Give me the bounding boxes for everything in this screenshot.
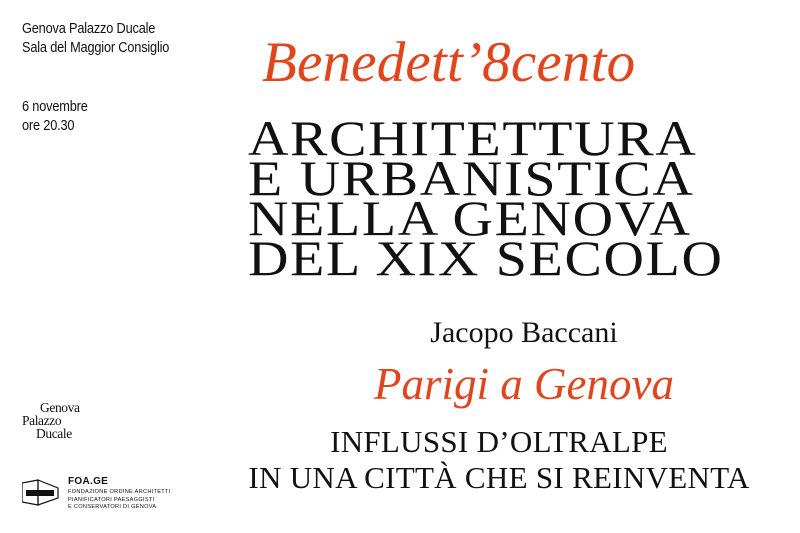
talk-subtitle-line-2: IN UNA CITTÀ CHE SI REINVENTA — [248, 460, 750, 495]
main-title-line-2: E URBANISTICA — [248, 150, 695, 206]
talk-title: Parigi a Genova — [374, 359, 674, 409]
main-title-line-4: DEL XIX SECOLO — [248, 230, 724, 286]
foa-desc-line-2: PIANIFICATORI PAESAGGISTI — [68, 496, 155, 503]
main-title — [248, 110, 748, 286]
event-time: ore 20.30 — [22, 118, 75, 134]
series-title: Benedett’8cento — [262, 31, 636, 94]
palazzo-ducale-logo-line-3: Ducale — [36, 426, 72, 441]
foa-logo-description — [68, 489, 171, 512]
venue-line-1: Genova Palazzo Ducale — [22, 21, 156, 37]
speaker-name: Jacopo Baccani — [430, 316, 618, 349]
talk-subtitle — [200, 424, 798, 496]
foa-mark-icon — [22, 478, 60, 508]
palazzo-ducale-logo — [22, 400, 102, 446]
foa-desc-line-3: E CONSERVATORI DI GENOVA — [68, 504, 157, 510]
talk-subtitle-line-1: INFLUSSI D’OLTRALPE — [330, 424, 668, 459]
foa-logo-name: FOA.GE — [68, 476, 109, 487]
venue-info — [22, 20, 169, 58]
main-title-line-3: NELLA GENOVA — [248, 190, 692, 246]
foa-desc-line-1: FONDAZIONE ORDINE ARCHITETTI — [68, 489, 171, 495]
foa-logo — [22, 474, 197, 516]
event-date: 6 novembre — [22, 99, 88, 115]
palazzo-ducale-logo-line-1: Genova — [40, 400, 80, 415]
venue-line-2: Sala del Maggior Consiglio — [22, 40, 170, 56]
palazzo-ducale-logo-line-2: Palazzo — [22, 413, 62, 428]
main-title-line-1: ARCHITETTURA — [248, 110, 698, 166]
event-datetime — [22, 98, 88, 136]
